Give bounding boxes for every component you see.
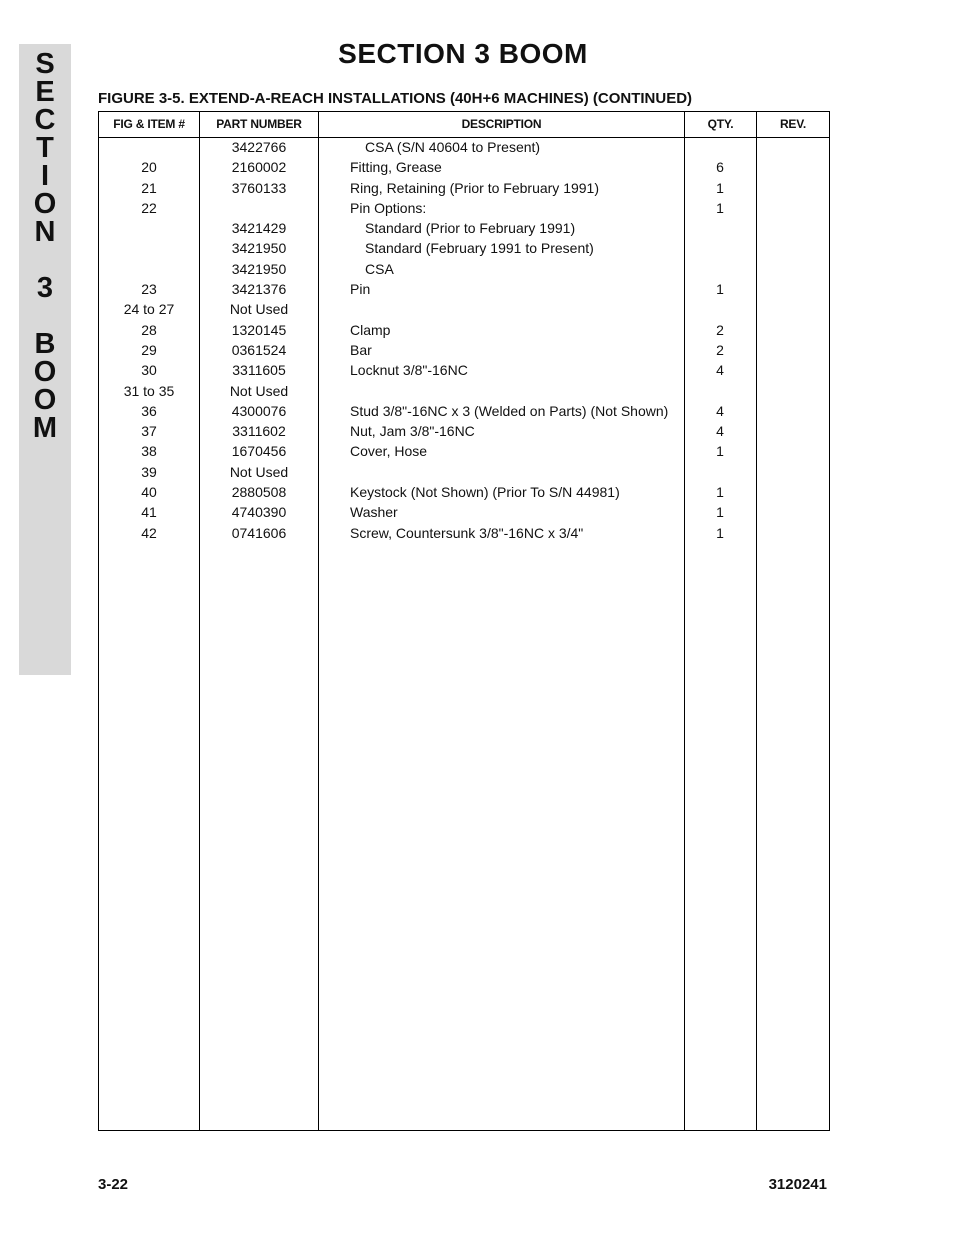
description-cell: Washer [350,504,398,521]
table-row [99,341,829,361]
description-cell: Locknut 3/8"-16NC [350,362,468,379]
description-cell: Cover, Hose [350,443,428,460]
description-cell: Ring, Retaining (Prior to February 1991) [350,179,600,196]
fig-item-cell: 30 [141,362,157,379]
part-number-cell: 2880508 [231,484,287,501]
part-number-cell: Not Used [229,382,289,399]
part-number-cell: 4740390 [231,504,287,521]
table-row [99,300,829,320]
description-cell: Standard (February 1991 to Present) [365,240,594,257]
table-row [99,179,829,199]
qty-cell: 1 [716,484,724,501]
fig-item-cell: 37 [141,423,157,440]
qty-cell: 1 [716,199,724,216]
column-header-fig-item: FIG & ITEM # [113,117,185,131]
table-row [99,463,829,483]
qty-cell: 4 [716,402,724,419]
table-row [99,199,829,219]
side-tab-letter: S [35,48,55,80]
column-header-description: DESCRIPTION [461,117,542,131]
qty-cell: 1 [716,281,724,298]
part-number-cell: 3311605 [232,362,286,379]
side-tab-letter: B [34,328,56,360]
fig-item-cell: 28 [141,321,157,338]
part-number-cell: 1320145 [231,321,287,338]
table-row [99,483,829,503]
description-cell: Pin [350,281,371,298]
side-tab-letter: C [34,104,56,136]
fig-item-cell: 42 [141,524,157,541]
column-header-qty: QTY. [707,117,734,131]
part-number-cell: 3421376 [231,281,287,298]
description-cell: Standard (Prior to February 1991) [365,220,576,237]
side-tab-letter: O [33,356,57,388]
fig-item-cell: 22 [141,199,157,216]
part-number-cell: Not Used [229,301,289,318]
side-tab-letter [19,302,71,330]
part-number-cell: 3422766 [231,139,287,155]
table-row [99,382,829,402]
column-header-part-number: PART NUMBER [216,117,302,131]
description-cell: Screw, Countersunk 3/8"-16NC x 3/4" [350,524,584,541]
side-tab-letter: T [36,132,54,164]
part-number-cell: 3421950 [231,240,287,257]
table-row [99,524,829,544]
part-number-cell: 0741606 [231,524,287,541]
qty-cell: 1 [716,179,724,196]
fig-item-cell: 31 to 35 [123,382,175,399]
table-row [99,503,829,523]
table-row [99,158,829,178]
fig-item-cell: 29 [141,341,157,358]
description-cell: Bar [350,341,372,358]
page-number: 3-22 [98,1176,129,1193]
description-cell: Pin Options: [350,199,427,216]
parts-table [98,111,830,1131]
part-number-cell: 0361524 [231,341,287,358]
part-number-cell: 3760133 [231,179,287,196]
fig-item-cell: 24 to 27 [123,301,175,318]
table-row [99,321,829,341]
description-cell: Nut, Jam 3/8"-16NC [350,423,475,440]
table-row [99,138,829,158]
table-row [99,402,829,422]
table-row [99,280,829,300]
qty-cell: 4 [716,423,724,440]
description-cell: CSA (S/N 40604 to Present) [365,139,541,155]
fig-item-cell: 21 [141,179,157,196]
table-row [99,219,829,239]
side-tab-letter: 3 [36,272,54,304]
fig-item-cell: 38 [141,443,157,460]
part-number-cell: Not Used [229,463,289,480]
description-cell: CSA [365,260,394,277]
qty-cell: 4 [716,362,724,379]
fig-item-cell: 23 [141,281,157,298]
fig-item-cell: 36 [141,402,157,419]
document-number: 3120241 [768,1176,827,1193]
part-number-cell: 3421950 [231,260,287,277]
table-row [99,239,829,259]
fig-item-cell: 39 [141,463,157,480]
side-tab-letter: O [33,188,57,220]
description-cell: Fitting, Grease [350,159,442,176]
qty-cell: 6 [716,159,724,176]
description-cell: Clamp [350,321,391,338]
qty-cell: 2 [716,321,724,338]
side-tab-letter: N [34,216,56,248]
column-header-rev: REV. [779,117,807,131]
table-row [99,260,829,280]
section-title: SECTION 3 BOOM [338,38,588,69]
qty-cell: 1 [716,504,724,521]
fig-item-cell: 40 [141,484,157,501]
table-row [99,361,829,381]
section-side-tab-letters [19,50,71,442]
qty-cell: 1 [716,524,724,541]
side-tab-letter [19,246,71,274]
description-cell: Stud 3/8"-16NC x 3 (Welded on Parts) (Not Shown) [350,402,669,419]
qty-cell: 2 [716,341,724,358]
table-row [99,422,829,442]
parts-rows [99,138,829,544]
qty-cell: 1 [716,443,724,460]
side-tab-letter: M [32,412,58,444]
part-number-cell: 3421429 [231,220,287,237]
fig-item-cell: 20 [141,159,157,176]
table-row [99,442,829,462]
part-number-cell: 1670456 [231,443,287,460]
side-tab-letter: O [33,384,57,416]
side-tab-letter: I [40,160,50,192]
description-cell: Keystock (Not Shown) (Prior To S/N 44981) [350,484,620,501]
fig-item-cell: 41 [141,504,157,521]
part-number-cell: 3311602 [232,423,286,440]
side-tab-letter: E [35,76,55,108]
part-number-cell: 2160002 [231,159,287,176]
part-number-cell: 4300076 [231,402,287,419]
figure-title: FIGURE 3-5. EXTEND-A-REACH INSTALLATIONS (40H+6 MACHINES) (CONTINUED) [98,90,693,107]
